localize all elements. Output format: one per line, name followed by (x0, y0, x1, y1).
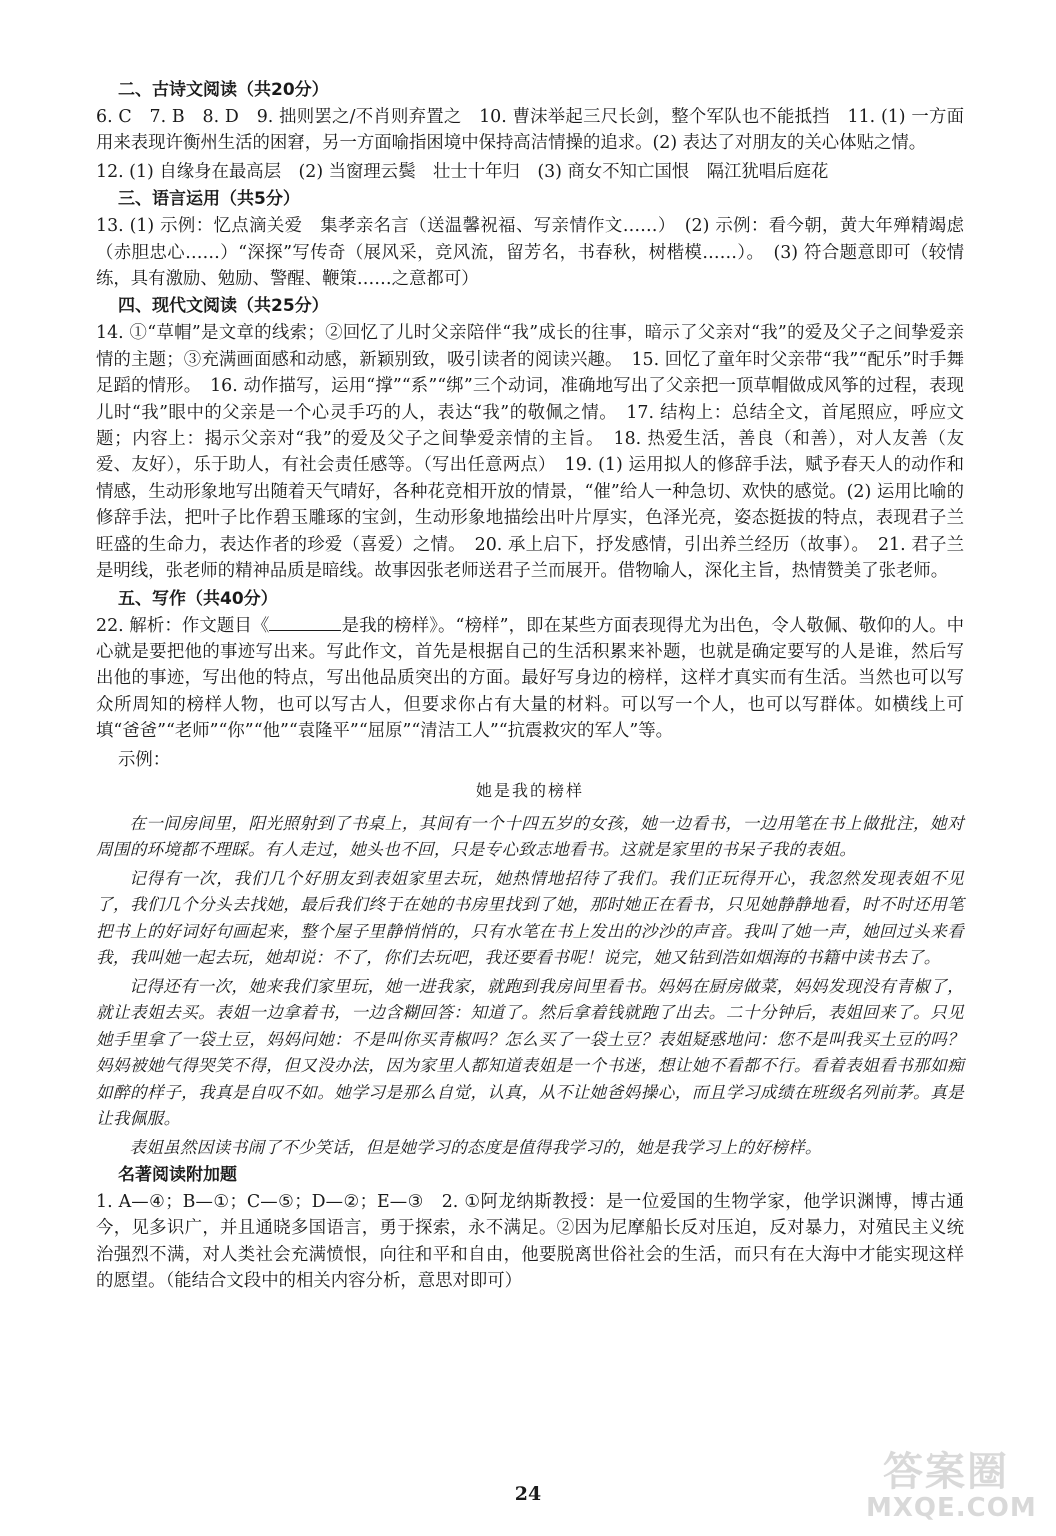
essay-paragraph: 记得有一次，我们几个好朋友到表姐家里去玩，她热情地招待了我们。我们正玩得开心，我忽然发现表姐不见了，我们几个分头去找她，最后我们终于在她的书房里找到了她，那时她正在看书，只见她静静地看，时不时还用笔把书上的好词好句画起来，整个屋子里静悄悄的，只有水笔在书上发出的沙沙的声音。我叫了她一声，她回过头来看我，我叫她一起去玩，她却说：不了，你们去玩吧，我还要看书呢！说完，她又钻到浩如烟海的书籍中读书去了。 (96, 868, 964, 968)
essay-paragraph: 记得还有一次，她来我们家里玩，她一进我家，就跑到我房间里看书。妈妈在厨房做菜，妈妈发现没有青椒了，就让表姐去买。表姐一边拿着书，一边含糊回答：知道了。然后拿着钱就跑了出去。二十分钟后，表姐回来了。只见她手里拿了一袋土豆，妈妈问她：不是叫你买青椒吗？怎么买了一袋土豆？表姐疑惑地问：您不是叫我买土豆的吗？妈妈被她气得哭笑不得，但又没办法，因为家里人都知道表姐是一个书迷，想让她不看都不行。看着表姐看书那如痴如醉的样子，我真是自叹不如。她学习是那么自觉，认真，从不让她爸妈操心，而且学习成绩在班级名列前茅。真是让我佩服。 (96, 976, 964, 1129)
answers-13: 13. (1) 示例：忆点滴关爱 集孝亲名言（送温馨祝福、写亲情作文……） (2) 示例：看今朝，黄大年殚精竭虑（赤胆忠心……）“深探”写传奇（展风采，竞风流，留芳名，书春秋，树楷模……）。 (3) 符合题意即可（较情练，具有激励、勉励、警醒、鞭策……之意都可） (96, 216, 964, 290)
answer-page (96, 78, 964, 1297)
essay-paragraph: 在一间房间里，阳光照射到了书桌上，其间有一个十四五岁的女孩，她一边看书，一边用笔在书上做批注，她对周围的环境都不理睬。有人走过，她头也不回，只是专心致志地看书。这就是家里的书呆子我的表姐。 (96, 813, 964, 860)
page-number: 24 (514, 1483, 542, 1505)
watermark-logo-text: 答案圈 (883, 1449, 1009, 1495)
section-heading-language-use: 三、语言运用（共5分） (118, 189, 300, 210)
example-label: 示例： (118, 749, 171, 770)
answers-22 (96, 613, 964, 745)
section-heading-modern-reading: 四、现代文阅读（共25分） (118, 296, 329, 317)
bonus-answers: 1. A—④；B—①；C—⑤；D—②；E—③ 2. ①阿龙纳斯教授：是一位爱国的生物学家，他学识渊博，博古通今，见多识广，并且通晓多国语言，勇于探索，永不满足。②因为尼摩船长反对压迫，反对暴力，对殖民主义统治强烈不满，对人类社会充满愤恨，向往和平和自由，他要脱离世俗社会的生活，而只有在大海中才能实现这样的愿望。（能结合文段中的相关内容分析，意思对即可） (96, 1192, 964, 1292)
section-heading-writing: 五、写作（共40分） (118, 588, 278, 609)
essay-prompt-prefix: 22. 解析：作文题目《 (96, 615, 270, 636)
essay-title: 她是我的榜样 (475, 780, 584, 800)
section-heading-classical-reading: 二、古诗文阅读（共20分） (118, 80, 329, 100)
answers-6-11: 6. C 7. B 8. D 9. 拙则罢之/不肖则弃置之 10. 曹沫举起三尺长剑，整个军队也不能抵挡 11. (1) 一方面用来表现许衡州生活的困窘，另一方面喻指困境中保持高洁情操的追求。(2) 表达了对朋友的关心体贴之情。 (96, 107, 964, 154)
title-blank (269, 616, 341, 631)
watermark-url-text: MXQE.COM (866, 1493, 1037, 1523)
section-heading-bonus: 名著阅读附加题 (118, 1165, 237, 1186)
answers-14-21: 14. ①“草帽”是文章的线索；②回忆了儿时父亲陪伴“我”成长的往事，暗示了父亲对“我”的爱及父子之间挚爱亲情的主题；③充满画面感和动感，新颖别致，吸引读者的阅读兴趣。 15. 回忆了童年时父亲带“我”“配乐”时手舞足蹈的情形。 16. 动作描写，运用“撑”“系”“绑”三个动词，准确地写出了父亲把一顶草帽做成风筝的过程，表现儿时“我”眼中的父亲是一个心灵手巧的人，表达“我”的敬佩之情。 17. 结构上：总结全文，首尾照应，呼应文题；内容上：揭示父亲对“我”的爱及父子之间挚爱亲情的主旨。 18. 热爱生活，善良（和善），对人友善（友爱、友好），乐于助人，有社会责任感等。（写出任意两点） 19. (1) 运用拟人的修辞手法，赋予春天人的动作和情感，生动形象地写出随着天气晴好，各种花竞相开放的情景，“催”给人一种急切、欢快的感觉。(2) 运用比喻的修辞手法，把叶子比作碧玉雕琢的宝剑，生动形象地描绘出叶片厚实，色泽光亮，姿态挺拔的特点，表现君子兰旺盛的生命力，表达作者的珍爱（喜爱）之情。 20. 承上启下，抒发感情，引出养兰经历（故事）。 21. 君子兰是明线，张老师的精神品质是暗线。故事因张老师送君子兰而展开。借物喻人，深化主旨，热情赞美了张老师。 (96, 323, 964, 582)
answers-12: 12. (1) 自缘身在最高层 (2) 当窗理云鬓 壮士十年归 (3) 商女不知亡国恨 隔江犹唱后庭花 (96, 161, 829, 182)
essay-prompt-analysis: 是我的榜样》。“榜样”，即在某些方面表现得尤为出色，令人敬佩、敬仰的人。中心就是要把他的事迹写出来。写此作文，首先是根据自己的生活积累来补题，也就是确定要写的人是谁，然后写出他的事迹，写出他的特点，写出他品质突出的方面。最好写身边的榜样，这样才真实而有生活。当然也可以写众所周知的榜样人物，也可以写古人，但要求你占有大量的材料。可以写一个人，也可以写群体。如横线上可填“爸爸”“老师”“你”“他”“袁隆平”“屈原”“清洁工人”“抗震救灾的军人”等。 (96, 615, 965, 742)
essay-paragraph: 表姐虽然因读书闹了不少笑话，但是她学习的态度是值得我学习的，她是我学习上的好榜样。 (129, 1137, 822, 1157)
